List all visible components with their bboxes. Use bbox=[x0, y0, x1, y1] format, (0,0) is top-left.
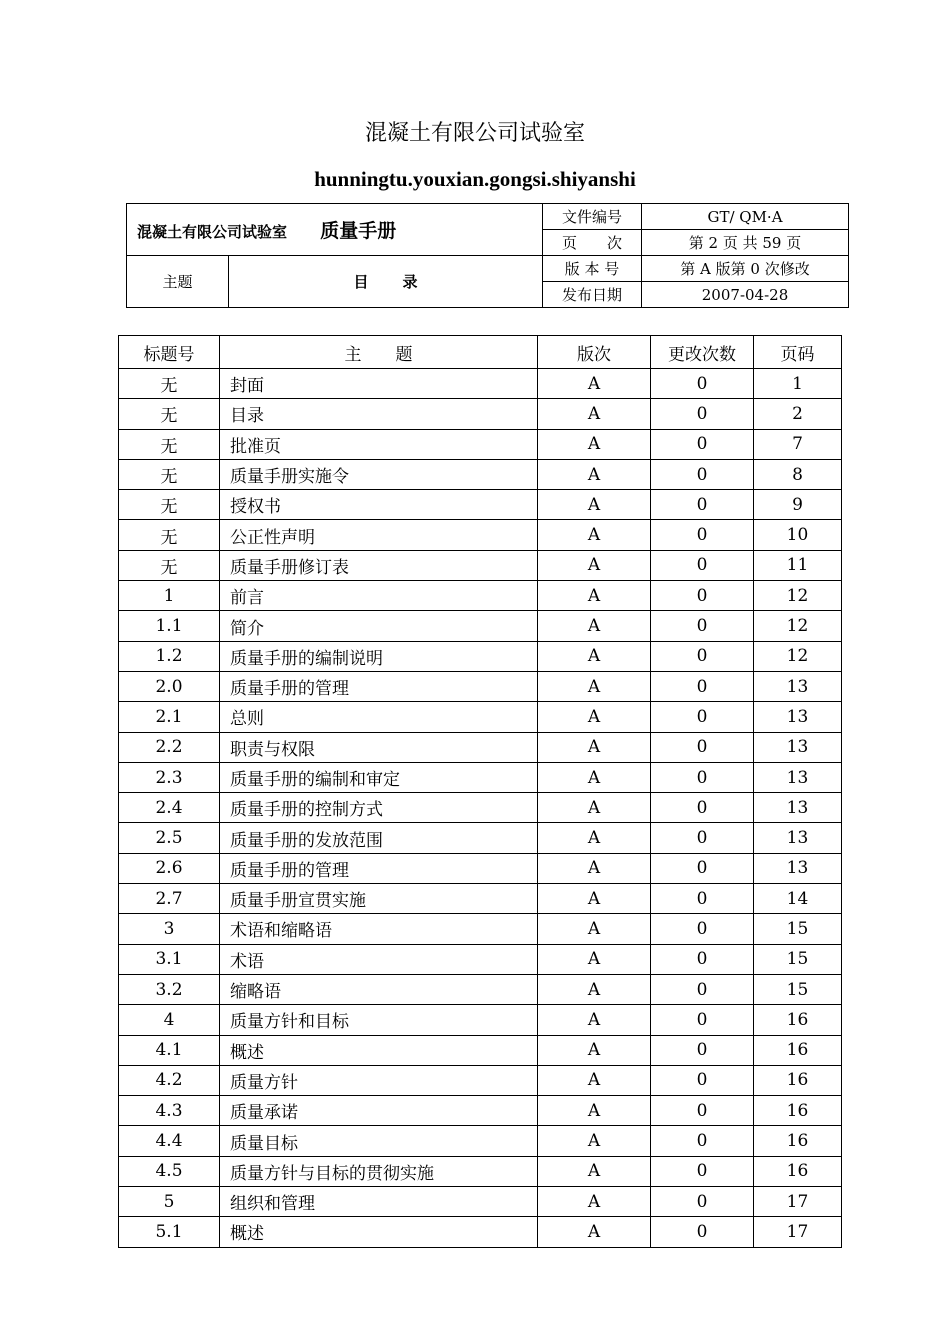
toc-cell-revisions: 0 bbox=[651, 1217, 754, 1247]
toc-cell-edition: A bbox=[538, 550, 651, 580]
toc-cell-topic: 术语和缩略语 bbox=[220, 914, 538, 944]
toc-cell-topic: 质量手册实施令 bbox=[220, 459, 538, 489]
table-row bbox=[119, 884, 842, 914]
toc-cell-revisions: 0 bbox=[651, 823, 754, 853]
table-row bbox=[119, 1217, 842, 1247]
toc-cell-number: 2.3 bbox=[119, 762, 220, 792]
toc-cell-page: 14 bbox=[754, 884, 842, 914]
toc-cell-edition: A bbox=[538, 1035, 651, 1065]
toc-cell-topic: 职责与权限 bbox=[220, 732, 538, 762]
table-row bbox=[119, 853, 842, 883]
table-row bbox=[119, 1187, 842, 1217]
toc-cell-number: 2.4 bbox=[119, 793, 220, 823]
toc-cell-edition: A bbox=[538, 671, 651, 701]
table-row bbox=[119, 732, 842, 762]
toc-cell-revisions: 0 bbox=[651, 1187, 754, 1217]
header-value: 第 A 版第 0 次修改 bbox=[642, 256, 849, 282]
table-row bbox=[119, 944, 842, 974]
header-company-cell bbox=[127, 204, 543, 256]
toc-cell-revisions: 0 bbox=[651, 369, 754, 399]
table-row bbox=[119, 520, 842, 550]
toc-cell-page: 16 bbox=[754, 1096, 842, 1126]
toc-cell-revisions: 0 bbox=[651, 884, 754, 914]
toc-cell-page: 12 bbox=[754, 611, 842, 641]
toc-cell-topic: 简介 bbox=[220, 611, 538, 641]
header-label: 文件编号 bbox=[543, 204, 642, 230]
toc-cell-revisions: 0 bbox=[651, 399, 754, 429]
toc-cell-revisions: 0 bbox=[651, 762, 754, 792]
toc-cell-topic: 概述 bbox=[220, 1217, 538, 1247]
toc-cell-topic: 质量手册的编制和审定 bbox=[220, 762, 538, 792]
table-row bbox=[119, 1005, 842, 1035]
toc-cell-page: 17 bbox=[754, 1187, 842, 1217]
toc-cell-topic: 质量手册的控制方式 bbox=[220, 793, 538, 823]
toc-cell-edition: A bbox=[538, 459, 651, 489]
column-header-revisions: 更改次数 bbox=[651, 336, 754, 369]
table-row bbox=[119, 823, 842, 853]
header-value: GT/ QM·A bbox=[642, 204, 849, 230]
column-header-page: 页码 bbox=[754, 336, 842, 369]
toc-cell-topic: 前言 bbox=[220, 581, 538, 611]
table-row bbox=[119, 702, 842, 732]
toc-body bbox=[119, 369, 842, 1248]
toc-cell-edition: A bbox=[538, 974, 651, 1004]
table-row bbox=[119, 1035, 842, 1065]
toc-cell-revisions: 0 bbox=[651, 853, 754, 883]
toc-cell-revisions: 0 bbox=[651, 1035, 754, 1065]
toc-cell-page: 2 bbox=[754, 399, 842, 429]
toc-cell-number: 2.0 bbox=[119, 671, 220, 701]
toc-cell-revisions: 0 bbox=[651, 490, 754, 520]
toc-cell-number: 2.2 bbox=[119, 732, 220, 762]
toc-cell-number: 2.7 bbox=[119, 884, 220, 914]
toc-cell-topic: 质量方针与目标的贯彻实施 bbox=[220, 1156, 538, 1186]
table-row bbox=[119, 399, 842, 429]
toc-header-row bbox=[119, 336, 842, 369]
table-row bbox=[119, 1096, 842, 1126]
toc-cell-topic: 概述 bbox=[220, 1035, 538, 1065]
toc-cell-topic: 质量手册的管理 bbox=[220, 671, 538, 701]
toc-cell-revisions: 0 bbox=[651, 581, 754, 611]
header-manual: 质量手册 bbox=[320, 220, 397, 242]
toc-cell-topic: 质量承诺 bbox=[220, 1096, 538, 1126]
toc-cell-edition: A bbox=[538, 944, 651, 974]
toc-cell-topic: 授权书 bbox=[220, 490, 538, 520]
toc-cell-number: 4 bbox=[119, 1005, 220, 1035]
table-row bbox=[119, 793, 842, 823]
toc-cell-revisions: 0 bbox=[651, 1005, 754, 1035]
toc-cell-page: 13 bbox=[754, 823, 842, 853]
toc-cell-topic: 质量方针和目标 bbox=[220, 1005, 538, 1035]
toc-cell-revisions: 0 bbox=[651, 429, 754, 459]
toc-cell-revisions: 0 bbox=[651, 702, 754, 732]
table-row bbox=[119, 369, 842, 399]
header-label: 版 本 号 bbox=[543, 256, 642, 282]
toc-cell-page: 8 bbox=[754, 459, 842, 489]
toc-cell-page: 13 bbox=[754, 671, 842, 701]
toc-cell-number: 1.2 bbox=[119, 641, 220, 671]
toc-cell-edition: A bbox=[538, 1005, 651, 1035]
toc-cell-revisions: 0 bbox=[651, 1096, 754, 1126]
toc-cell-edition: A bbox=[538, 399, 651, 429]
toc-cell-edition: A bbox=[538, 1156, 651, 1186]
toc-cell-page: 12 bbox=[754, 581, 842, 611]
header-label: 页 次 bbox=[543, 230, 642, 256]
toc-cell-page: 13 bbox=[754, 702, 842, 732]
toc-cell-page: 16 bbox=[754, 1156, 842, 1186]
toc-cell-edition: A bbox=[538, 914, 651, 944]
toc-cell-page: 13 bbox=[754, 793, 842, 823]
toc-cell-number: 4.2 bbox=[119, 1065, 220, 1095]
toc-cell-topic: 缩略语 bbox=[220, 974, 538, 1004]
toc-cell-revisions: 0 bbox=[651, 520, 754, 550]
toc-cell-edition: A bbox=[538, 1126, 651, 1156]
table-row bbox=[119, 1156, 842, 1186]
toc-cell-page: 13 bbox=[754, 762, 842, 792]
toc-cell-topic: 质量手册的管理 bbox=[220, 853, 538, 883]
toc-cell-edition: A bbox=[538, 732, 651, 762]
toc-cell-number: 2.5 bbox=[119, 823, 220, 853]
header-topic-value: 目录 bbox=[229, 256, 543, 308]
toc-cell-edition: A bbox=[538, 429, 651, 459]
toc-cell-number: 4.4 bbox=[119, 1126, 220, 1156]
toc-cell-revisions: 0 bbox=[651, 914, 754, 944]
toc-cell-edition: A bbox=[538, 641, 651, 671]
toc-cell-number: 4.3 bbox=[119, 1096, 220, 1126]
toc-cell-edition: A bbox=[538, 1065, 651, 1095]
header-label: 发布日期 bbox=[543, 282, 642, 308]
toc-cell-topic: 目录 bbox=[220, 399, 538, 429]
table-row bbox=[119, 1065, 842, 1095]
toc-cell-page: 17 bbox=[754, 1217, 842, 1247]
toc-cell-number: 2.1 bbox=[119, 702, 220, 732]
table-row bbox=[119, 459, 842, 489]
toc-cell-revisions: 0 bbox=[651, 793, 754, 823]
toc-cell-edition: A bbox=[538, 1096, 651, 1126]
toc-cell-page: 16 bbox=[754, 1126, 842, 1156]
toc-cell-topic: 组织和管理 bbox=[220, 1187, 538, 1217]
toc-cell-revisions: 0 bbox=[651, 974, 754, 1004]
toc-cell-edition: A bbox=[538, 823, 651, 853]
toc-cell-page: 16 bbox=[754, 1005, 842, 1035]
toc-cell-number: 无 bbox=[119, 520, 220, 550]
toc-cell-number: 4.1 bbox=[119, 1035, 220, 1065]
toc-cell-page: 13 bbox=[754, 732, 842, 762]
toc-cell-revisions: 0 bbox=[651, 732, 754, 762]
toc-cell-number: 3.1 bbox=[119, 944, 220, 974]
toc-cell-edition: A bbox=[538, 793, 651, 823]
table-row bbox=[119, 1126, 842, 1156]
toc-cell-edition: A bbox=[538, 611, 651, 641]
toc-cell-number: 无 bbox=[119, 399, 220, 429]
toc-cell-number: 2.6 bbox=[119, 853, 220, 883]
toc-cell-edition: A bbox=[538, 762, 651, 792]
toc-cell-edition: A bbox=[538, 581, 651, 611]
table-row bbox=[119, 974, 842, 1004]
toc-cell-edition: A bbox=[538, 369, 651, 399]
toc-cell-page: 15 bbox=[754, 914, 842, 944]
toc-cell-revisions: 0 bbox=[651, 944, 754, 974]
toc-cell-revisions: 0 bbox=[651, 459, 754, 489]
toc-cell-page: 7 bbox=[754, 429, 842, 459]
toc-cell-number: 无 bbox=[119, 429, 220, 459]
document-subtitle: hunningtu.youxian.gongsi.shiyanshi bbox=[314, 167, 636, 191]
toc-cell-page: 16 bbox=[754, 1065, 842, 1095]
toc-cell-revisions: 0 bbox=[651, 641, 754, 671]
toc-cell-topic: 质量目标 bbox=[220, 1126, 538, 1156]
toc-cell-number: 1.1 bbox=[119, 611, 220, 641]
toc-cell-revisions: 0 bbox=[651, 550, 754, 580]
toc-cell-topic: 质量手册宣贯实施 bbox=[220, 884, 538, 914]
document-title: 混凝土有限公司试验室 bbox=[364, 121, 585, 146]
toc-cell-number: 3 bbox=[119, 914, 220, 944]
toc-cell-number: 4.5 bbox=[119, 1156, 220, 1186]
table-row bbox=[119, 914, 842, 944]
table-row bbox=[119, 641, 842, 671]
toc-cell-number: 3.2 bbox=[119, 974, 220, 1004]
toc-table bbox=[118, 335, 842, 1248]
toc-cell-edition: A bbox=[538, 490, 651, 520]
table-row bbox=[119, 581, 842, 611]
toc-cell-page: 1 bbox=[754, 369, 842, 399]
toc-cell-number: 5.1 bbox=[119, 1217, 220, 1247]
table-row bbox=[119, 550, 842, 580]
toc-cell-number: 无 bbox=[119, 369, 220, 399]
toc-cell-revisions: 0 bbox=[651, 671, 754, 701]
toc-cell-topic: 公正性声明 bbox=[220, 520, 538, 550]
column-header-number: 标题号 bbox=[119, 336, 220, 369]
toc-cell-page: 16 bbox=[754, 1035, 842, 1065]
toc-cell-topic: 术语 bbox=[220, 944, 538, 974]
toc-cell-topic: 批准页 bbox=[220, 429, 538, 459]
header-value: 第 2 页 共 59 页 bbox=[642, 230, 849, 256]
toc-cell-edition: A bbox=[538, 520, 651, 550]
table-row bbox=[119, 762, 842, 792]
toc-cell-revisions: 0 bbox=[651, 1126, 754, 1156]
toc-cell-edition: A bbox=[538, 1217, 651, 1247]
toc-cell-edition: A bbox=[538, 1187, 651, 1217]
toc-cell-topic: 质量手册的发放范围 bbox=[220, 823, 538, 853]
table-row bbox=[119, 611, 842, 641]
toc-cell-page: 15 bbox=[754, 944, 842, 974]
toc-cell-revisions: 0 bbox=[651, 1156, 754, 1186]
column-header-topic: 主 题 bbox=[220, 336, 538, 369]
toc-cell-number: 无 bbox=[119, 459, 220, 489]
toc-cell-topic: 质量手册修订表 bbox=[220, 550, 538, 580]
toc-cell-page: 9 bbox=[754, 490, 842, 520]
toc-cell-page: 13 bbox=[754, 853, 842, 883]
toc-cell-number: 1 bbox=[119, 581, 220, 611]
header-company: 混凝土有限公司试验室 bbox=[137, 223, 288, 241]
toc-cell-revisions: 0 bbox=[651, 611, 754, 641]
column-header-edition: 版次 bbox=[538, 336, 651, 369]
toc-cell-page: 10 bbox=[754, 520, 842, 550]
table-row bbox=[119, 490, 842, 520]
table-row bbox=[119, 671, 842, 701]
toc-cell-page: 12 bbox=[754, 641, 842, 671]
toc-cell-number: 无 bbox=[119, 490, 220, 520]
toc-cell-topic: 封面 bbox=[220, 369, 538, 399]
header-topic-label: 主题 bbox=[127, 256, 229, 308]
table-row bbox=[119, 429, 842, 459]
toc-cell-revisions: 0 bbox=[651, 1065, 754, 1095]
toc-cell-page: 15 bbox=[754, 974, 842, 1004]
toc-cell-number: 无 bbox=[119, 550, 220, 580]
toc-cell-edition: A bbox=[538, 853, 651, 883]
toc-cell-topic: 质量方针 bbox=[220, 1065, 538, 1095]
toc-cell-edition: A bbox=[538, 884, 651, 914]
toc-cell-edition: A bbox=[538, 702, 651, 732]
toc-cell-number: 5 bbox=[119, 1187, 220, 1217]
toc-cell-topic: 质量手册的编制说明 bbox=[220, 641, 538, 671]
header-value: 2007-04-28 bbox=[642, 282, 849, 308]
toc-cell-topic: 总则 bbox=[220, 702, 538, 732]
toc-cell-page: 11 bbox=[754, 550, 842, 580]
header-box bbox=[126, 203, 849, 308]
